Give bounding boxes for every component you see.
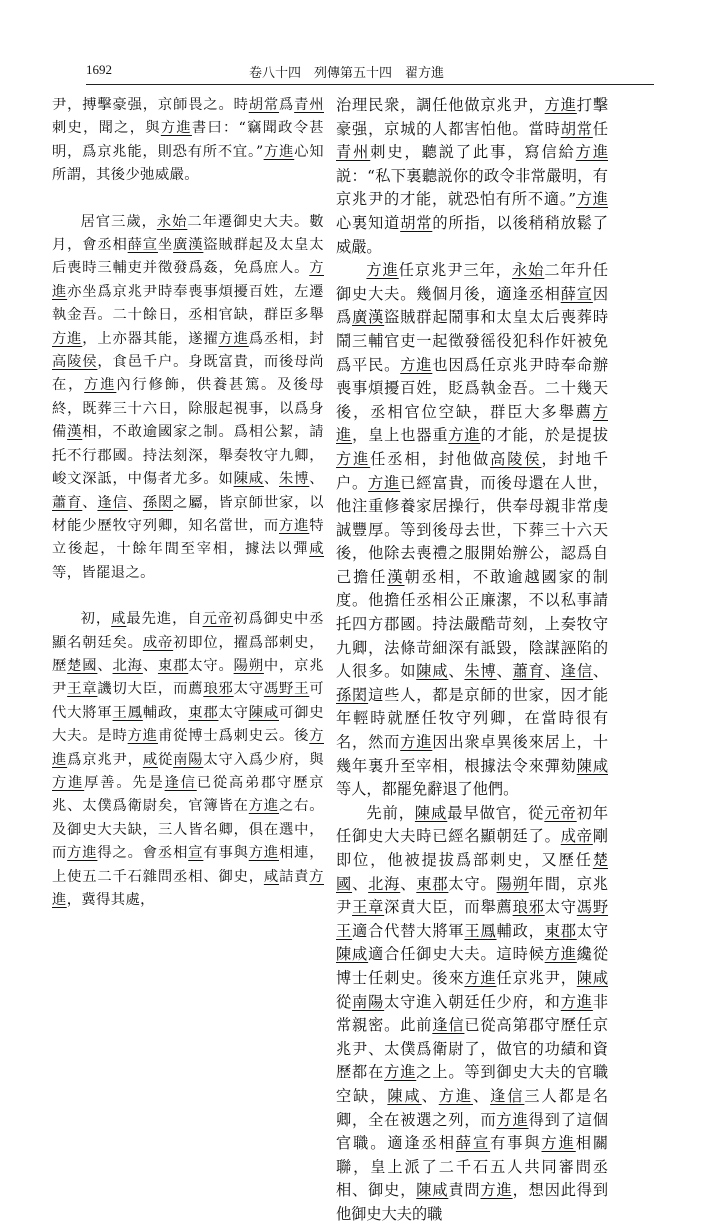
classical-text-column	[52, 94, 324, 912]
translation-column	[336, 94, 608, 1227]
running-head: 卷八十四 列傳第五十四 翟方進	[249, 66, 445, 81]
classical-paragraph: 初，咸最先進，自元帝初爲御史中丞顯名朝廷矣。成帝初即位，擢爲部刺史，歷楚國、北海、東郡太守。陽朔中，京兆尹王章譏切大臣，而薦琅邪太守馮野王可代大將軍王鳳輔政，東郡太守陳咸可御史大夫。是時方進甫從博士爲刺史云。後方進爲京兆尹，咸從南陽太守入爲少府，與方進厚善。先是逢信已從高弟郡守歷京兆、太僕爲衛尉矣，官簿皆在方進之右。及御史大夫缺，三人皆名卿，俱在選中，而方進得之。會丞相宣有事與方進相連，上使五二千石雜問丞相、御史，咸詰責方進，冀得其處，	[52, 611, 325, 908]
translation-paragraph: 治理民衆，調任他做京兆尹，方進打擊豪强，京城的人都害怕他。當時胡常任青州刺史，聽説了此事，寫信給方進説：“私下裏聽説你的政令非常嚴明，有京兆尹的才能，就恐怕有所不適。”方進心裏知道胡常的所指，以後稍稍放鬆了威嚴。	[336, 96, 609, 256]
header-rule	[86, 84, 654, 85]
classical-paragraph: 尹，搏擊豪强，京師畏之。時胡常爲青州刺史，聞之，與方進書曰：“竊聞政令甚明，爲京兆能，則恐有所不宜。”方進心知所謂，其後少弛威嚴。	[52, 97, 324, 184]
translation-paragraph: 先前，陳咸最早做官，從元帝初年任御史大夫時已經名顯朝廷了。成帝剛即位，他被提拔爲部刺史，又歷任楚國、北海、東郡太守。陽朔年間，京兆尹王章深責大臣，而舉薦琅邪太守馮野王適合代替大將軍王鳳輔政，東郡太守陳咸適合任御史大夫。這時候方進纔從博士任刺史。後來方進任京兆尹，陳咸從南陽太守進入朝廷任少府，和方進非常親密。此前逢信已從高第郡守歷任京兆尹、太僕爲衛尉了，做官的功績和資歷都在方進之上。等到御史大夫的官職空缺，陳咸、方進、逢信三人都是名卿，全在被選之列，而方進得到了這個官職。適逢丞相薛宣有事與方進相關聯，皇上派了二千石五人共同審問丞相、御史，陳咸責問方進，想因此得到他御史大夫的職	[336, 803, 609, 1223]
page-number: 1692	[86, 62, 112, 77]
classical-paragraph: 居官三歲，永始二年遷御史大夫。數月，會丞相薛宣坐廣漢盜賊群起及太皇太后喪時三輔吏并徵發爲姦，免爲庶人。方進亦坐爲京兆尹時奉喪事煩擾百姓，左遷執金吾。二十餘日，丞相官缺，群臣多舉方進，上亦器其能，遂擢方進爲丞相，封高陵侯，食邑千户。身既富貴，而後母尚在，方進內行修飾，供養甚篤。及後母終，既葬三十六日，除服起視事，以爲身備漢相，不敢逾國家之制。爲相公絜，請托不行郡國。持法刻深，舉奏牧守九卿，峻文深詆，中傷者尤多。如陳咸、朱博、蕭育、逢信、孫閎之屬，皆京師世家，以材能少歷牧守列卿，知名當世，而方進特立後起，十餘年間至宰相，據法以彈咸等，皆罷退之。	[52, 213, 325, 581]
translation-paragraph: 方進任京兆尹三年，永始二年升任御史大夫。幾個月後，適逢丞相薛宣因爲廣漢盜賊群起鬧事和太皇太后喪葬時鬧三輔官吏一起徵發徭役犯科作奸被免爲平民。方進也因爲任京兆尹時奉命辦喪事煩擾百姓，貶爲執金吾。二十幾天後，丞相官位空缺，群臣大多舉薦方進，皇上也器重方進的才能，於是提拔方進任丞相，封他做高陵侯，封地千户。方進已經富貴，而後母還在人世，他注重修養家居操行，供奉母親非常虔誠豐厚。等到後母去世，下葬三十六天後，他除去喪禮之服開始辦公，認爲自己擔任漢朝丞相，不敢逾越國家的制度。他擔任丞相公正廉潔，不以私事請托四方郡國。持法嚴酷苛刻，上奏牧守九卿，法條苛細深有詆毀，陰謀誣陷的人很多。如陳咸、朱博、蕭育、逢信、孫閎這些人，都是京師的世家，因才能年輕時就歷任牧守列卿，在當時很有名，然而方進因出衆卓異後來居上，十幾年裏升至宰相，根據法令來彈劾陳咸等人，都罷免辭退了他們。	[336, 261, 609, 799]
page-header	[86, 58, 654, 82]
